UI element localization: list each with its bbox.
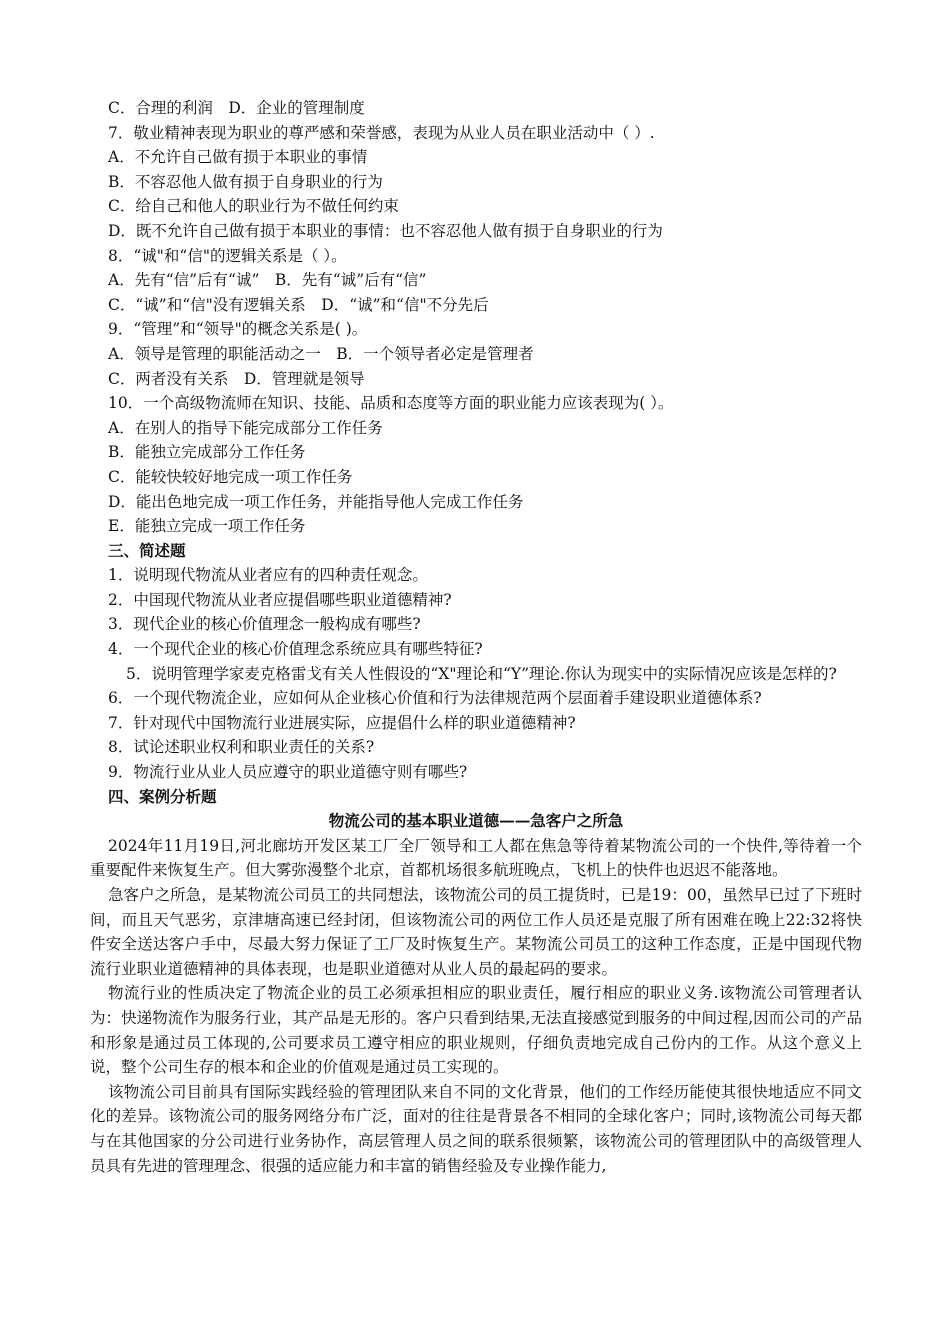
text-line: A．不允许自己做有损于本职业的事情 xyxy=(108,148,368,167)
text-line: 5．说明管理学家麦克格雷戈有关人性假设的“X"理论和“Y”理论.你认为现实中的实际情况应该是怎样的? xyxy=(126,664,837,683)
paragraph: 急客户之所急，是某物流公司员工的共同想法，该物流公司的员工提货时，已是19：00，虽然早已过了下班时间，而且天气恶劣，京津塘高速已经封闭，但该物流公司的两位工作人员还是克服了所有困难在晚上22:32将快件安全送达客户手中，尽最大努力保证了工厂及时恢复生产。某物流公司员工的这种工作态度，正是中国现代物流行业职业道德精神的具体表现，也是职业道德对从业人员的最起码的要求。 xyxy=(90,886,862,978)
text-line: E．能独立完成一项工作任务 xyxy=(108,517,306,536)
text-line: D．能出色地完成一项工作任务，并能指导他人完成工作任务 xyxy=(108,492,524,511)
text-line: 10．一个高级物流师在知识、技能、品质和态度等方面的职业能力应该表现为( ）。 xyxy=(108,394,674,413)
text-line: 7．针对现代中国物流行业进展实际，应提倡什么样的职业道德精神? xyxy=(108,713,576,732)
text-line: A．在别人的指导下能完成部分工作任务 xyxy=(108,418,383,437)
text-line: D．既不允许自己做有损于本职业的事情：也不容忍他人做有损于自身职业的行为 xyxy=(108,221,663,240)
text-line: 8．“诚"和“信"的逻辑关系是（ ）。 xyxy=(108,246,347,265)
text-line: B．不容忍他人做有损于自身职业的行为 xyxy=(108,172,383,191)
section-heading: 四、案例分析题 xyxy=(108,786,217,806)
paragraph: 该物流公司目前具有国际实践经验的管理团队来自不同的文化背景，他们的工作经历能使其很快地适应不同文化的差异。该物流公司的服务网络分布广泛，面对的往往是背景各不相同的全球化客户；同时,该物流公司每天都与在其他国家的分公司进行业务协作，高层管理人员之间的联系很频繁，该物流公司的管理团队中的高级管理人员具有先进的管理理念、很强的适应能力和丰富的销售经验及专业操作能力, xyxy=(90,1082,862,1175)
text-line: 1．说明现代物流从业者应有的四种责任观念。 xyxy=(108,566,428,585)
text-line: A．先有“信”后有“诚” B．先有“诚”后有“信” xyxy=(108,271,427,290)
text-line: 3．现代企业的核心价值理念一般构成有哪些? xyxy=(108,615,421,634)
text-line: C．能较快较好地完成一项工作任务 xyxy=(108,467,353,486)
paragraph: 物流行业的性质决定了物流企业的员工必须承担相应的职业责任，履行相应的职业义务.该物流公司管理者认为：快递物流作为服务行业，其产品是无形的。客户只看到结果,无法直接感觉到服务的中间过程,因而公司的产品和形象是通过员工体现的,公司要求员工遵守相应的职业规则，仔细负责地完成自己份内的工作。从这个意义上说，整个公司生存的根本和企业的价值观是通过员工实现的。 xyxy=(90,984,862,1077)
text-line: C．两者没有关系 D．管理就是领导 xyxy=(108,369,365,388)
text-line: C．合理的利润 D．企业的管理制度 xyxy=(108,99,365,117)
text-line: C．给自己和他人的职业行为不做任何约束 xyxy=(108,197,399,216)
case-title: 物流公司的基本职业道德——急客户之所急 xyxy=(328,811,624,831)
text-line: C．“诚”和“信"没有逻辑关系 D．“诚”和“信"不分先后 xyxy=(108,295,489,314)
text-line: 7．敬业精神表现为职业的尊严感和荣誉感，表现为从业人员在职业活动中（ ）. xyxy=(108,123,655,142)
text-line: 2．中国现代物流从业者应提倡哪些职业道德精神? xyxy=(108,590,452,609)
text-line: 8．试论述职业权利和职业责任的关系? xyxy=(108,738,375,757)
section-heading: 三、简述题 xyxy=(108,540,186,560)
text-line: 4．一个现代企业的核心价值理念系统应具有哪些特征? xyxy=(108,640,483,659)
document-page xyxy=(90,96,862,1178)
paragraph: 2024年11月19日,河北廊坊开发区某工厂全厂领导和工人都在焦急等待着某物流公司的一个快件,等待着一个重要配件来恢复生产。但大雾弥漫整个北京，首都机场很多航班晚点，飞机上的快件也迟迟不能落地。 xyxy=(90,836,862,880)
text-line: A．领导是管理的职能活动之一 B．一个领导者必定是管理者 xyxy=(108,344,534,363)
text-line: 9．“管理”和“领导"的概念关系是( )。 xyxy=(108,320,368,339)
text-line: B．能独立完成部分工作任务 xyxy=(108,443,306,462)
text-line: 9．物流行业从业人员应遵守的职业道德守则有哪些? xyxy=(108,763,468,782)
text-line: 6．一个现代物流企业，应如何从企业核心价值和行为法律规范两个层面着手建设职业道德体系? xyxy=(108,689,762,708)
